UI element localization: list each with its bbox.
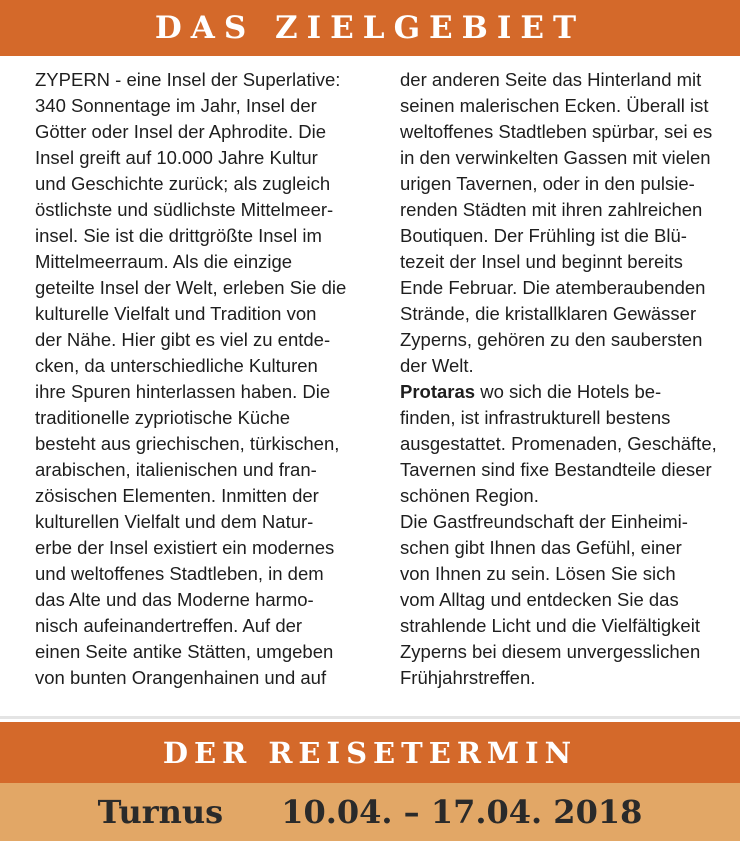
article-line: der anderen Seite das Hinterland mit: [400, 69, 702, 90]
article-line: Tavernen sind fixe Bestandteile dieser: [400, 459, 712, 480]
article-line: tezeit der Insel und beginnt bereits: [400, 251, 683, 272]
article-line: nisch aufeinandertreffen. Auf der: [35, 615, 303, 636]
article-line: das Alte und das Moderne harmo-: [35, 589, 314, 610]
article-line: Frühjahrstreffen.: [400, 667, 536, 688]
article-line: Die Gastfreundschaft der Einheimi-: [400, 511, 688, 532]
article-line: Götter oder Insel der Aphrodite. Die: [35, 121, 327, 142]
section-divider: [0, 716, 740, 719]
article-line: in den verwinkelten Gassen mit vielen: [400, 147, 711, 168]
article-line: Zyperns, gehören zu den saubersten: [400, 329, 703, 350]
article-line: von Ihnen zu sein. Lösen Sie sich: [400, 563, 676, 584]
article-line-text: wo sich die Hotels be-: [475, 381, 662, 402]
article-body: [35, 67, 735, 707]
article-line: und weltoffenes Stadtleben, in dem: [35, 563, 324, 584]
article-line: Strände, die kristallklaren Gewässer: [400, 303, 697, 324]
article-line: ausgestattet. Promenaden, Geschäfte,: [400, 433, 717, 454]
article-line: Ende Februar. Die atemberaubenden: [400, 277, 706, 298]
header-banner: [0, 0, 740, 56]
article-line: zösischen Elementen. Inmitten der: [35, 485, 319, 506]
article-line: Boutiquen. Der Frühling ist die Blü-: [400, 225, 687, 246]
article-line: einen Seite antike Stätten, umgeben: [35, 641, 334, 662]
article-line: von bunten Orangenhainen und auf: [35, 667, 327, 688]
article-line: schen gibt Ihnen das Gefühl, einer: [400, 537, 682, 558]
article-line: cken, da unterschiedliche Kulturen: [35, 355, 318, 376]
article-line: östlichste und südlichste Mittelmeer-: [35, 199, 334, 220]
article-line: Insel greift auf 10.000 Jahre Kultur: [35, 147, 318, 168]
article-line: strahlende Licht und die Vielfältigkeit: [400, 615, 700, 636]
article-line: insel. Sie ist die drittgrößte Insel im: [35, 225, 322, 246]
article-line: kulturellen Vielfalt und dem Natur-: [35, 511, 314, 532]
article-line: [400, 379, 740, 405]
turnus-banner: [0, 783, 740, 841]
article-line: renden Städten mit ihren zahlreichen: [400, 199, 703, 220]
article-line: und Geschichte zurück; als zugleich: [35, 173, 331, 194]
article-line: der Welt.: [400, 355, 474, 376]
reisetermin-title: DER REISETERMIN: [162, 735, 578, 770]
article-line: weltoffenes Stadtleben spürbar, sei es: [400, 121, 713, 142]
article-line: kulturelle Vielfalt und Tradition von: [35, 303, 317, 324]
article-line: 340 Sonnentage im Jahr, Insel der: [35, 95, 317, 116]
article-line: besteht aus griechischen, türkischen,: [35, 433, 340, 454]
article-line: schönen Region.: [400, 485, 539, 506]
article-line: finden, ist infrastrukturell bestens: [400, 407, 671, 428]
article-line: geteilte Insel der Welt, erleben Sie die: [35, 277, 347, 298]
article-line: vom Alltag und entdecken Sie das: [400, 589, 679, 610]
article-line: Zyperns bei diesem unvergesslichen: [400, 641, 701, 662]
article-line: seinen malerischen Ecken. Überall ist: [400, 95, 709, 116]
article-line: traditionelle zypriotische Küche: [35, 407, 291, 428]
article-line: ZYPERN - eine Insel der Superlative:: [35, 69, 341, 90]
protaras-highlight: Protaras: [400, 381, 476, 402]
article-line: arabischen, italienischen und fran-: [35, 459, 317, 480]
article-line: der Nähe. Hier gibt es viel zu entde-: [35, 329, 331, 350]
article-line: erbe der Insel existiert ein modernes: [35, 537, 335, 558]
article-line: Mittelmeerraum. Als die einzige: [35, 251, 293, 272]
article-line: ihre Spuren hinterlassen haben. Die: [35, 381, 331, 402]
reisetermin-banner: [0, 722, 740, 783]
turnus-label: Turnus: [97, 793, 224, 831]
article-column-left: [35, 67, 385, 691]
turnus-dates: 10.04. – 17.04. 2018: [281, 793, 643, 831]
section-title: DAS ZIELGEBIET: [154, 10, 586, 46]
article-line: urigen Tavernen, oder in den pulsie-: [400, 173, 695, 194]
article-column-right: [400, 67, 740, 691]
